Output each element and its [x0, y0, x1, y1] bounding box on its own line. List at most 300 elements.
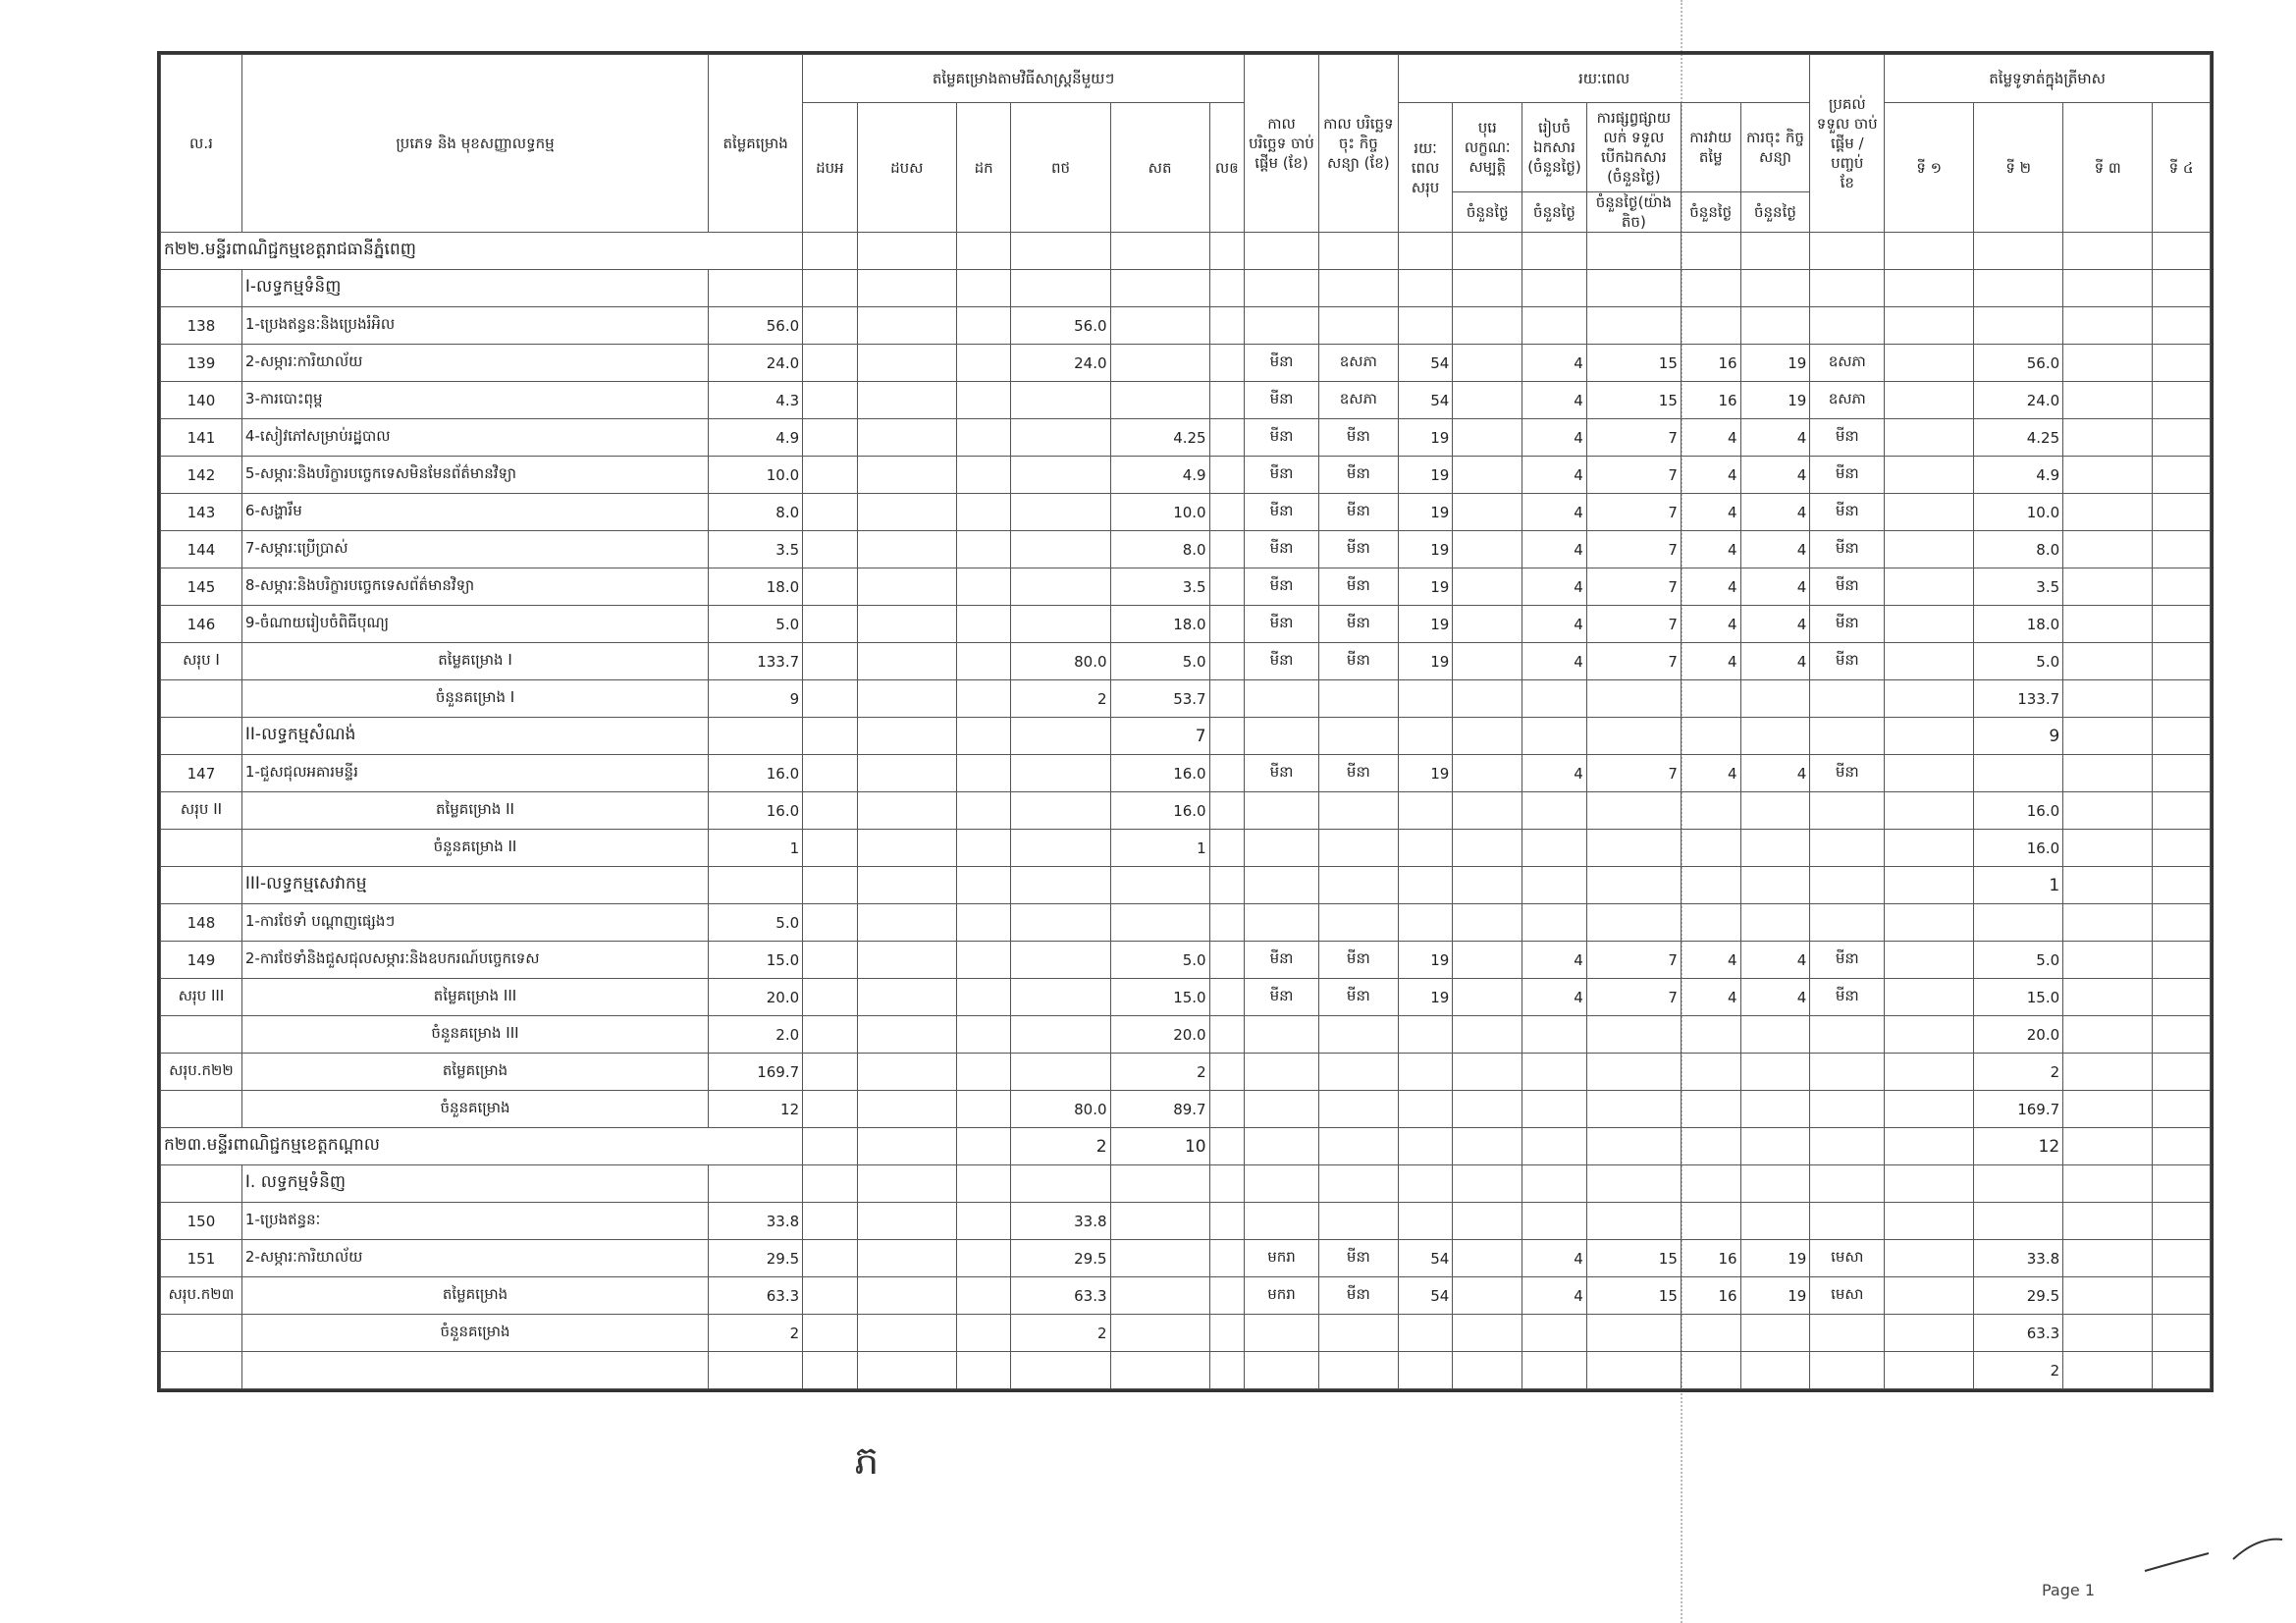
- funding-cell: 10: [1110, 1128, 1209, 1165]
- duration-cell: 4: [1522, 531, 1587, 568]
- schedule-cell: [1522, 1128, 1587, 1165]
- funding-cell: [956, 568, 1011, 606]
- quarter-cell: [2063, 494, 2153, 531]
- receive-month: ឧសភា: [1810, 345, 1885, 382]
- funding-cell: [956, 1016, 1011, 1054]
- quarter-cell: [1974, 233, 2063, 270]
- funding-cell: [1011, 830, 1110, 867]
- duration-cell: [1398, 680, 1453, 718]
- funding-cell: [1110, 307, 1209, 345]
- section-label: ក២៣.មន្ទីរពាណិជ្ជកម្មខេត្តកណ្តាល: [161, 1128, 803, 1165]
- row-number: [161, 1315, 242, 1352]
- empty-cell: [1011, 1352, 1110, 1389]
- duration-cell: [1522, 792, 1587, 830]
- funding-cell: [1011, 867, 1110, 904]
- duration-cell: 19: [1398, 942, 1453, 979]
- quarter-cell: [2063, 755, 2153, 792]
- schedule-cell: [1318, 718, 1398, 755]
- duration-cell: [1740, 792, 1810, 830]
- duration-col: បុរេ លក្ខណៈ សម្បត្តិ: [1453, 103, 1522, 192]
- duration-cell: 54: [1398, 1277, 1453, 1315]
- cost-cell: 133.7: [709, 643, 803, 680]
- quarter-cell: [2063, 1165, 2153, 1203]
- schedule-cell: [1681, 1128, 1740, 1165]
- start-month: មីនា: [1245, 382, 1319, 419]
- funding-cell: [803, 1054, 858, 1091]
- funding-cell: [956, 1203, 1011, 1240]
- quarter-cell: [2153, 1352, 2211, 1389]
- quarter-cell: [2153, 270, 2211, 307]
- schedule-cell: [1681, 233, 1740, 270]
- duration-cell: [1453, 1277, 1522, 1315]
- duration-cell: 4: [1681, 419, 1740, 457]
- quarter-cell: 24.0: [1974, 382, 2063, 419]
- duration-cell: [1453, 643, 1522, 680]
- funding-cell: [956, 457, 1011, 494]
- funding-cell: 16.0: [1110, 792, 1209, 830]
- duration-cell: [1586, 680, 1681, 718]
- duration-cell: 4: [1522, 1240, 1587, 1277]
- empty-cell: [1209, 1352, 1244, 1389]
- cost-cell: 24.0: [709, 345, 803, 382]
- quarter-cell: [2153, 718, 2211, 755]
- funding-cell: [857, 382, 956, 419]
- quarter-cell: [2153, 942, 2211, 979]
- start-month: មីនា: [1245, 457, 1319, 494]
- duration-cell: [1586, 1315, 1681, 1352]
- cost-cell: 63.3: [709, 1277, 803, 1315]
- quarter-cell: [2153, 1203, 2211, 1240]
- funding-cell: [1110, 1203, 1209, 1240]
- start-month: [1245, 904, 1319, 942]
- schedule-cell: [1522, 233, 1587, 270]
- empty-cell: [1245, 1352, 1319, 1389]
- funding-cell: [1209, 494, 1244, 531]
- subtotal-row: [161, 1054, 2211, 1091]
- tail-row: [161, 1352, 2211, 1389]
- quarter-cell: [1885, 457, 1974, 494]
- cost-cell: 12: [709, 1091, 803, 1128]
- duration-cell: [1453, 606, 1522, 643]
- duration-cell: 15: [1586, 1240, 1681, 1277]
- funding-cell: [956, 307, 1011, 345]
- duration-cell: [1522, 1315, 1587, 1352]
- quarter-cell: [1885, 755, 1974, 792]
- duration-cell: 4: [1522, 419, 1587, 457]
- schedule-cell: [1810, 1165, 1885, 1203]
- duration-cell: 4: [1522, 382, 1587, 419]
- contract-month: [1318, 1203, 1398, 1240]
- handwritten-initial: ភ: [854, 1438, 880, 1484]
- duration-cell: 7: [1586, 643, 1681, 680]
- schedule-cell: [1398, 718, 1453, 755]
- item-name: 1-ជួសជុលអគារមន្ទីរ: [241, 755, 708, 792]
- item-name: 6-សង្ហារឹម: [241, 494, 708, 531]
- funding-cell: [956, 270, 1011, 307]
- quarter-cell: [2153, 531, 2211, 568]
- schedule-cell: [1586, 233, 1681, 270]
- duration-cell: [1681, 1054, 1740, 1091]
- row-number: សរុប.ក២៣: [161, 1277, 242, 1315]
- duration-cell: [1453, 792, 1522, 830]
- duration-cell: 4: [1740, 606, 1810, 643]
- row-number: [161, 1091, 242, 1128]
- funding-cell: 2: [1110, 1054, 1209, 1091]
- duration-cell: 7: [1586, 568, 1681, 606]
- duration-cell: [1453, 680, 1522, 718]
- funding-cell: [956, 830, 1011, 867]
- funding-cell: [857, 718, 956, 755]
- schedule-cell: [1586, 1128, 1681, 1165]
- duration-cell: [1740, 904, 1810, 942]
- start-month: [1245, 1054, 1319, 1091]
- empty-cell: [1110, 1352, 1209, 1389]
- col-receive-header: ប្រគល់ទទួល ចាប់ផ្តើម / បញ្ចប់ ខែ: [1810, 55, 1885, 233]
- duration-cell: 19: [1398, 419, 1453, 457]
- schedule-cell: [1522, 1165, 1587, 1203]
- quarter-cell: [1974, 755, 2063, 792]
- duration-cell: 4: [1522, 494, 1587, 531]
- funding-cell: 20.0: [1110, 1016, 1209, 1054]
- funding-cell: 89.7: [1110, 1091, 1209, 1128]
- funding-cell: [956, 494, 1011, 531]
- funding-cell: [803, 1016, 858, 1054]
- duration-cell: 16: [1681, 382, 1740, 419]
- funding-cell: [1209, 979, 1244, 1016]
- section-label: ក២២.មន្ទីរពាណិជ្ជកម្មខេត្តរាជធានីភ្នំពេញ: [161, 233, 803, 270]
- quarter-cell: [1885, 792, 1974, 830]
- cost-cell: [709, 867, 803, 904]
- contract-month: ឧសភា: [1318, 382, 1398, 419]
- row-number: សរុប III: [161, 979, 242, 1016]
- start-month: មីនា: [1245, 979, 1319, 1016]
- cost-cell: 8.0: [709, 494, 803, 531]
- item-row: [161, 606, 2211, 643]
- duration-cell: [1453, 1091, 1522, 1128]
- section-row: [161, 233, 2211, 270]
- funding-cell: 24.0: [1011, 345, 1110, 382]
- funding-cell: [956, 1277, 1011, 1315]
- quarter-cell: [2063, 1128, 2153, 1165]
- duration-cell: [1740, 830, 1810, 867]
- schedule-cell: [1740, 270, 1810, 307]
- table-body: [161, 233, 2211, 1389]
- category-label: I-លទ្ធកម្មទំនិញ: [241, 270, 708, 307]
- quarter-cell: [1885, 979, 1974, 1016]
- days-label: ចំនួនថ្ងៃ: [1522, 192, 1587, 233]
- funding-cell: [803, 942, 858, 979]
- item-row: [161, 904, 2211, 942]
- start-month: មីនា: [1245, 345, 1319, 382]
- funding-cell: 53.7: [1110, 680, 1209, 718]
- funding-cell: 80.0: [1011, 643, 1110, 680]
- duration-cell: 15: [1586, 345, 1681, 382]
- duration-cell: 4: [1740, 755, 1810, 792]
- cost-cell: [709, 1165, 803, 1203]
- receive-month: [1810, 792, 1885, 830]
- row-number: 150: [161, 1203, 242, 1240]
- empty-cell: [1522, 1352, 1587, 1389]
- item-row: [161, 1203, 2211, 1240]
- quarter-cell: [1885, 568, 1974, 606]
- quarter-cell: [2063, 1315, 2153, 1352]
- category-label: I. លទ្ធកម្មទំនិញ: [241, 1165, 708, 1203]
- funding-cell: [857, 270, 956, 307]
- quarter-group-header: តម្លៃទូទាត់ក្នុងត្រីមាស: [1885, 55, 2211, 103]
- duration-cell: 4: [1681, 494, 1740, 531]
- row-number: 151: [161, 1240, 242, 1277]
- receive-month: មីនា: [1810, 494, 1885, 531]
- schedule-cell: [1586, 270, 1681, 307]
- funding-cell: 29.5: [1011, 1240, 1110, 1277]
- item-name: 1-ប្រេងឥន្ធនៈនិងប្រេងរំអិល: [241, 307, 708, 345]
- funding-cell: [956, 1165, 1011, 1203]
- funding-cell: [857, 1240, 956, 1277]
- item-row: [161, 307, 2211, 345]
- quarter-cell: [1974, 1203, 2063, 1240]
- schedule-cell: [1398, 233, 1453, 270]
- funding-cell: [857, 1091, 956, 1128]
- section-row: [161, 1128, 2211, 1165]
- quarter-cell: [2063, 233, 2153, 270]
- quarter-cell: [2153, 979, 2211, 1016]
- quarter-cell: [2153, 1277, 2211, 1315]
- schedule-cell: [1318, 270, 1398, 307]
- funding-cell: [803, 457, 858, 494]
- duration-cell: [1398, 830, 1453, 867]
- duration-cell: [1681, 1091, 1740, 1128]
- empty-cell: [1398, 1352, 1453, 1389]
- receive-month: ឧសភា: [1810, 382, 1885, 419]
- funding-cell: [857, 568, 956, 606]
- quarter-cell: [2063, 867, 2153, 904]
- item-name: 5-សម្ភារៈនិងបរិក្ខារបច្ចេកទេសមិនមែនព័ត៌មានវិទ្យា: [241, 457, 708, 494]
- schedule-cell: [1586, 1165, 1681, 1203]
- quarter-col: ទី ៤: [2153, 103, 2211, 233]
- duration-cell: 19: [1740, 382, 1810, 419]
- duration-cell: 4: [1522, 345, 1587, 382]
- funding-cell: [1209, 345, 1244, 382]
- duration-cell: [1453, 531, 1522, 568]
- cost-cell: 18.0: [709, 568, 803, 606]
- duration-cell: [1453, 494, 1522, 531]
- quarter-cell: [1885, 680, 1974, 718]
- contract-month: [1318, 1016, 1398, 1054]
- quarter-cell: [1885, 867, 1974, 904]
- row-number: សរុប I: [161, 643, 242, 680]
- quarter-cell: 2: [1974, 1352, 2063, 1389]
- quarter-cell: [2063, 830, 2153, 867]
- quarter-cell: 2: [1974, 1054, 2063, 1091]
- schedule-cell: [1245, 270, 1319, 307]
- contract-month: មីនា: [1318, 942, 1398, 979]
- duration-cell: [1453, 419, 1522, 457]
- funding-cell: [857, 1016, 956, 1054]
- duration-cell: 7: [1586, 531, 1681, 568]
- funding-cell: [803, 979, 858, 1016]
- receive-month: មីនា: [1810, 606, 1885, 643]
- quarter-cell: 15.0: [1974, 979, 2063, 1016]
- schedule-cell: [1740, 718, 1810, 755]
- quarter-cell: [2063, 1277, 2153, 1315]
- duration-cell: [1740, 307, 1810, 345]
- funding-cell: [803, 830, 858, 867]
- schedule-cell: [1453, 718, 1522, 755]
- empty-cell: [709, 1352, 803, 1389]
- quarter-cell: [2063, 270, 2153, 307]
- receive-month: មីនា: [1810, 979, 1885, 1016]
- duration-cell: [1522, 904, 1587, 942]
- schedule-cell: [1740, 1165, 1810, 1203]
- duration-cell: [1586, 307, 1681, 345]
- schedule-cell: [1398, 1128, 1453, 1165]
- empty-cell: [1740, 1352, 1810, 1389]
- funding-cell: [1011, 904, 1110, 942]
- funding-cell: [857, 1128, 956, 1165]
- schedule-cell: [1522, 270, 1587, 307]
- funding-cell: 2: [1011, 680, 1110, 718]
- quarter-cell: 16.0: [1974, 830, 2063, 867]
- contract-month: មីនា: [1318, 494, 1398, 531]
- funding-cell: [803, 419, 858, 457]
- days-label: ចំនួនថ្ងៃ: [1740, 192, 1810, 233]
- duration-cell: 4: [1681, 531, 1740, 568]
- schedule-cell: [1245, 1128, 1319, 1165]
- cost-cell: 16.0: [709, 792, 803, 830]
- quarter-cell: 20.0: [1974, 1016, 2063, 1054]
- duration-cell: [1586, 1054, 1681, 1091]
- funding-cell: [857, 307, 956, 345]
- contract-month: មីនា: [1318, 755, 1398, 792]
- duration-cell: [1398, 1016, 1453, 1054]
- funding-cell: [1209, 1165, 1244, 1203]
- funding-cell: 5.0: [1110, 942, 1209, 979]
- quarter-cell: [2153, 345, 2211, 382]
- duration-col: រៀបចំ ឯកសារ (ចំនួនថ្ងៃ): [1522, 103, 1587, 192]
- category-label: II-លទ្ធកម្មសំណង់: [241, 718, 708, 755]
- funding-cell: [803, 1203, 858, 1240]
- category-row: [161, 718, 2211, 755]
- duration-cell: [1453, 1240, 1522, 1277]
- duration-cell: 16: [1681, 1277, 1740, 1315]
- duration-cell: [1586, 792, 1681, 830]
- row-number: 142: [161, 457, 242, 494]
- duration-cell: 4: [1681, 979, 1740, 1016]
- funding-cell: [1209, 307, 1244, 345]
- duration-cell: 4: [1740, 942, 1810, 979]
- item-name: ចំនួនគម្រោង III: [241, 1016, 708, 1054]
- contract-month: ឧសភា: [1318, 345, 1398, 382]
- subtotal-row: [161, 1315, 2211, 1352]
- schedule-cell: [1740, 233, 1810, 270]
- duration-cell: 19: [1398, 979, 1453, 1016]
- funding-cell: [1209, 867, 1244, 904]
- contract-month: [1318, 1091, 1398, 1128]
- schedule-cell: [1810, 270, 1885, 307]
- funding-cell: [803, 718, 858, 755]
- funding-cell: [1110, 1277, 1209, 1315]
- quarter-cell: [2063, 1352, 2153, 1389]
- funding-cell: [956, 1128, 1011, 1165]
- funding-cell: [1209, 1054, 1244, 1091]
- row-number: សរុប.ក២២: [161, 1054, 242, 1091]
- item-name: តម្លៃគម្រោង: [241, 1277, 708, 1315]
- duration-cell: [1453, 307, 1522, 345]
- duration-cell: [1681, 1203, 1740, 1240]
- empty-cell: [161, 1352, 242, 1389]
- funding-cell: [857, 867, 956, 904]
- row-number: 143: [161, 494, 242, 531]
- start-month: មីនា: [1245, 942, 1319, 979]
- funding-cell: [803, 1165, 858, 1203]
- schedule-cell: [1318, 867, 1398, 904]
- duration-cell: [1586, 830, 1681, 867]
- quarter-cell: [2153, 233, 2211, 270]
- quarter-cell: [2063, 568, 2153, 606]
- cost-cell: 9: [709, 680, 803, 718]
- funding-cell: [1209, 942, 1244, 979]
- item-name: ចំនួនគម្រោង II: [241, 830, 708, 867]
- funding-cell: [956, 606, 1011, 643]
- receive-month: មីនា: [1810, 755, 1885, 792]
- duration-cell: [1453, 1203, 1522, 1240]
- contract-month: មីនា: [1318, 979, 1398, 1016]
- duration-cell: [1522, 830, 1587, 867]
- funding-cell: [803, 1315, 858, 1352]
- cost-cell: 1: [709, 830, 803, 867]
- quarter-cell: [2063, 419, 2153, 457]
- funding-cell: [803, 382, 858, 419]
- quarter-cell: [1974, 1165, 2063, 1203]
- funding-group-header: តម្លៃគម្រោងតាមវិធីសាស្រ្តនីមួយៗ: [803, 55, 1245, 103]
- contract-month: [1318, 792, 1398, 830]
- duration-cell: 19: [1398, 568, 1453, 606]
- funding-cell: [803, 270, 858, 307]
- funding-cell: [1209, 1240, 1244, 1277]
- schedule-cell: [1453, 1128, 1522, 1165]
- quarter-cell: [2153, 1315, 2211, 1352]
- empty-cell: [1586, 1352, 1681, 1389]
- funding-cell: [956, 382, 1011, 419]
- start-month: មីនា: [1245, 419, 1319, 457]
- quarter-cell: [1885, 1016, 1974, 1054]
- item-name: តម្លៃគម្រោង III: [241, 979, 708, 1016]
- schedule-cell: [1522, 867, 1587, 904]
- funding-cell: [1209, 643, 1244, 680]
- duration-cell: 4: [1522, 755, 1587, 792]
- contract-month: មីនា: [1318, 457, 1398, 494]
- funding-cell: [857, 792, 956, 830]
- duration-cell: [1681, 792, 1740, 830]
- duration-cell: 4: [1522, 568, 1587, 606]
- funding-cell: [857, 830, 956, 867]
- quarter-cell: [2153, 755, 2211, 792]
- empty-cell: [1681, 1352, 1740, 1389]
- quarter-cell: [2153, 867, 2211, 904]
- quarter-cell: [1885, 1165, 1974, 1203]
- quarter-cell: [1885, 531, 1974, 568]
- schedule-cell: [1810, 718, 1885, 755]
- duration-cell: 54: [1398, 345, 1453, 382]
- row-number: 139: [161, 345, 242, 382]
- duration-cell: 19: [1740, 345, 1810, 382]
- funding-cell: [956, 1091, 1011, 1128]
- item-row: [161, 345, 2211, 382]
- quarter-cell: [2063, 1016, 2153, 1054]
- contract-month: មីនា: [1318, 1277, 1398, 1315]
- start-month: [1245, 1016, 1319, 1054]
- schedule-cell: [1453, 270, 1522, 307]
